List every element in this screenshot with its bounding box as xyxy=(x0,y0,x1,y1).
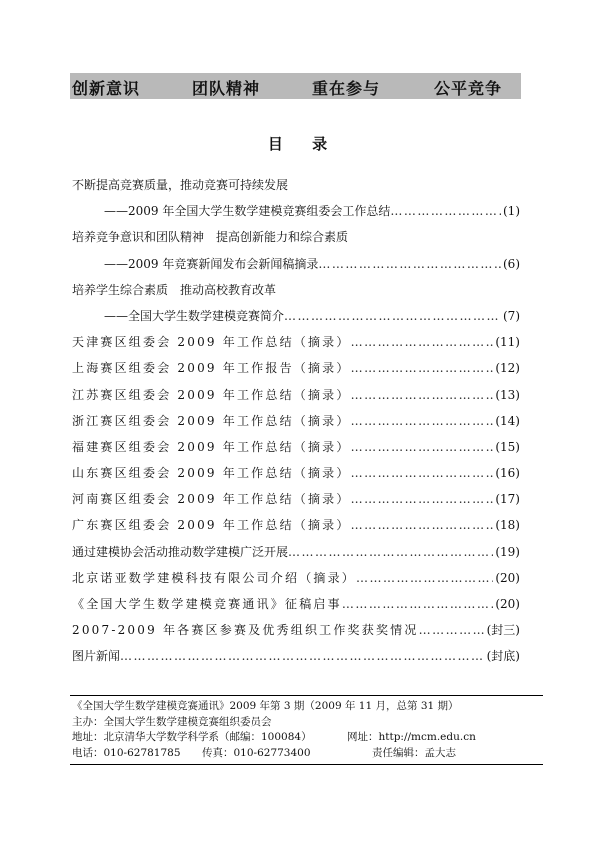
toc-leader xyxy=(351,408,494,434)
toc-entry[interactable] xyxy=(72,591,520,617)
toc-entry[interactable] xyxy=(72,565,520,591)
toc-page-number: (6) xyxy=(503,256,520,271)
editor-text: 责任编辑：孟大志 xyxy=(372,746,456,759)
toc-leader xyxy=(318,251,501,277)
slogan-participation: 重在参与 xyxy=(312,79,381,98)
toc-page-number: (18) xyxy=(495,518,520,533)
toc-entry-title: ——2009 年全国大学生数学建模竞赛组委会工作总结 xyxy=(104,204,391,219)
toc-leader xyxy=(120,643,485,669)
toc-entry[interactable] xyxy=(72,382,520,408)
toc-entry[interactable] xyxy=(72,329,520,355)
toc-entry[interactable] xyxy=(72,355,520,381)
toc-leader xyxy=(342,591,494,617)
toc-entry[interactable] xyxy=(72,617,520,643)
toc-entry-title: 图片新闻 xyxy=(72,649,121,664)
toc-entry-title: 2007-2009 年各赛区参赛及优秀组织工作奖获奖情况 xyxy=(72,623,419,638)
toc-entry[interactable] xyxy=(72,434,520,460)
toc-entry-title: 河南赛区组委会 2009 年工作总结（摘录） xyxy=(72,492,351,507)
toc-page-number: (封三) xyxy=(486,623,520,638)
toc-leader xyxy=(284,303,501,329)
toc-page-number: (13) xyxy=(495,387,520,402)
toc-heading[interactable] xyxy=(72,277,520,303)
slogan-banner xyxy=(70,73,521,99)
toc-leader xyxy=(351,434,494,460)
address-text: 地址：北京清华大学数学科学系（邮编：100084） xyxy=(72,731,312,743)
toc-entry-title: 通过建模协会活动推动数学建模广泛开展 xyxy=(72,544,289,559)
toc-leader xyxy=(419,617,485,643)
toc-entry-title: ——2009 年竞赛新闻发布会新闻稿摘录 xyxy=(104,256,319,271)
sponsor-line: 主办：全国大学生数学建模竞赛组织委员会 xyxy=(72,715,272,728)
toc-entry-title: 上海赛区组委会 2009 年工作报告（摘录） xyxy=(72,361,351,376)
colophon-bottom-rule xyxy=(70,764,543,765)
toc-entry-title: 山东赛区组委会 2009 年工作总结（摘录） xyxy=(72,466,351,481)
toc-leader xyxy=(288,539,493,565)
toc-entry[interactable] xyxy=(72,303,520,329)
toc-leader xyxy=(351,382,494,408)
toc-entry[interactable] xyxy=(72,539,520,565)
toc-entry-title: ——全国大学生数学建模竞赛简介 xyxy=(104,308,285,323)
toc-page-number: (19) xyxy=(495,544,520,559)
toc-page-number: (12) xyxy=(495,361,520,376)
toc-entry-title: 江苏赛区组委会 2009 年工作总结（摘录） xyxy=(72,387,351,402)
toc-entry-title: 广东赛区组委会 2009 年工作总结（摘录） xyxy=(72,518,351,533)
address-line xyxy=(72,730,542,746)
toc-entry-title: 培养学生综合素质 推动高校教育改革 xyxy=(72,282,277,297)
toc-page-number: (1) xyxy=(503,204,520,219)
toc-page-number: (17) xyxy=(495,492,520,507)
toc-leader xyxy=(390,198,501,224)
toc-entry[interactable] xyxy=(72,408,520,434)
toc-page-number: (封底) xyxy=(486,649,520,664)
toc-page-number: (11) xyxy=(495,335,520,350)
toc-leader xyxy=(356,565,493,591)
toc-leader xyxy=(351,512,494,538)
toc-entry-title: 培养竞争意识和团队精神 提高创新能力和综合素质 xyxy=(72,230,349,245)
toc-page-number: (20) xyxy=(495,570,520,585)
toc-page-number: (15) xyxy=(495,439,520,454)
toc-entry-title: 不断提高竞赛质量，推动竞赛可持续发展 xyxy=(72,178,289,192)
toc-entry-title: 北京诺亚数学建模科技有限公司介绍（摘录） xyxy=(72,570,357,585)
colophon xyxy=(72,699,542,761)
toc-entry[interactable] xyxy=(72,251,520,277)
toc-entry[interactable] xyxy=(72,643,520,669)
phone-text: 电话：010-62781785 xyxy=(72,746,181,759)
toc-title: 目 录 xyxy=(267,135,340,153)
colophon-top-rule xyxy=(70,695,543,696)
website-link[interactable]: 网址：http://mcm.edu.cn xyxy=(347,731,476,743)
journal-line: 《全国大学生数学建模竞赛通讯》2009 年第 3 期（2009 年 11 月，总第 31 期） xyxy=(72,700,459,712)
slogan-fair-competition: 公平竞争 xyxy=(434,79,503,98)
toc-heading[interactable] xyxy=(72,172,520,198)
toc-leader xyxy=(351,355,494,381)
table-of-contents xyxy=(72,172,520,670)
toc-entry-title: 《全国大学生数学建模竞赛通讯》征稿启事 xyxy=(72,597,342,611)
toc-entry-title: 浙江赛区组委会 2009 年工作总结（摘录） xyxy=(72,413,351,428)
toc-entry[interactable] xyxy=(72,460,520,486)
fax-text: 传真：010-62773400 xyxy=(202,746,311,759)
toc-page-number: (16) xyxy=(495,466,520,481)
toc-page-number: (7) xyxy=(503,308,520,323)
toc-entry-title: 福建赛区组委会 2009 年工作总结（摘录） xyxy=(72,439,351,454)
toc-entry[interactable] xyxy=(72,486,520,512)
toc-leader xyxy=(351,460,494,486)
toc-leader xyxy=(351,329,494,355)
toc-entry[interactable] xyxy=(72,512,520,538)
slogan-innovation: 创新意识 xyxy=(72,79,141,98)
toc-leader xyxy=(351,486,494,512)
toc-entry-title: 天津赛区组委会 2009 年工作总结（摘录） xyxy=(72,335,351,350)
contact-line xyxy=(72,746,542,762)
toc-heading[interactable] xyxy=(72,224,520,250)
slogan-teamwork: 团队精神 xyxy=(192,79,261,98)
toc-page-number: (14) xyxy=(495,413,520,428)
toc-page-number: (20) xyxy=(495,597,520,611)
toc-entry[interactable] xyxy=(72,198,520,224)
